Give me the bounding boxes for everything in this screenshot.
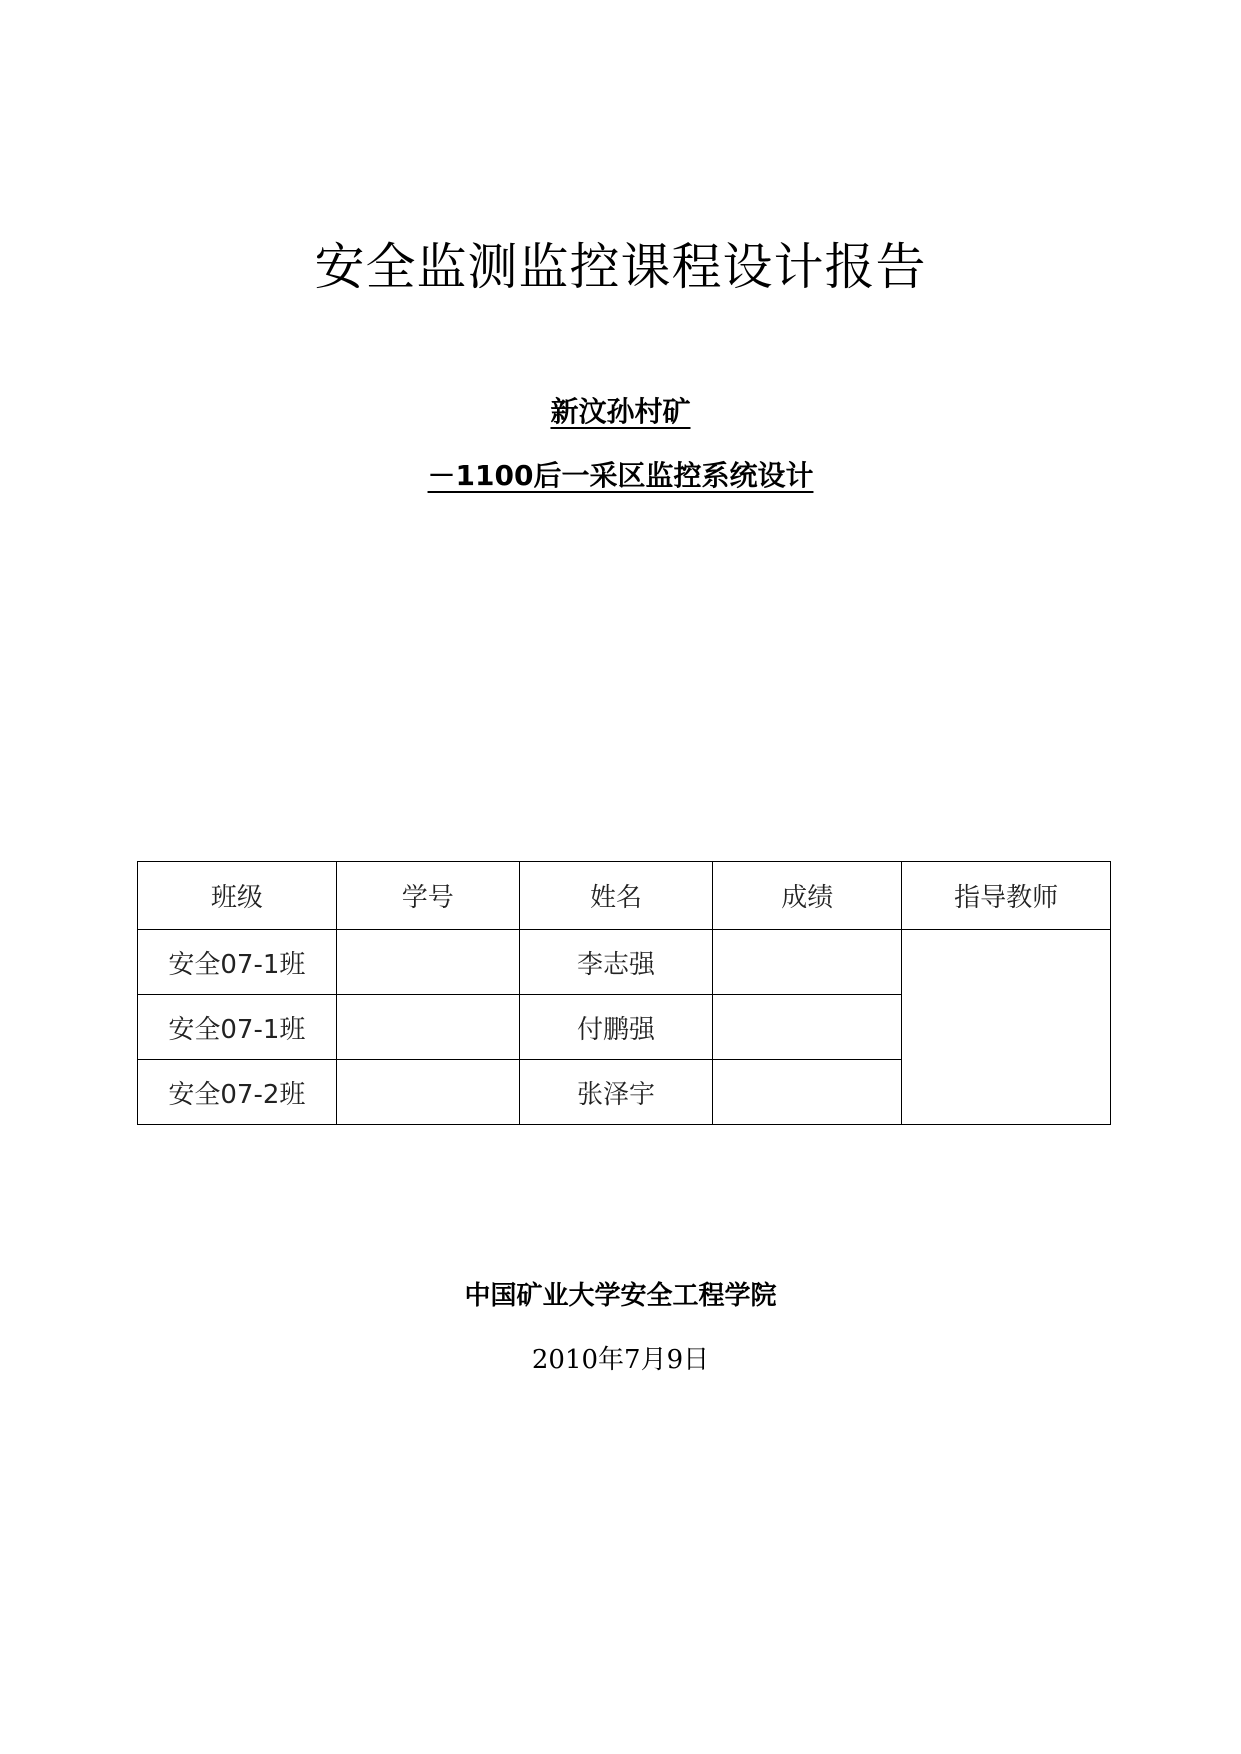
- cell-name: 张泽宇: [519, 1060, 713, 1125]
- cell-class: 安全07-1班: [138, 995, 337, 1060]
- student-roster-table: [137, 861, 1111, 1125]
- cell-score: [713, 1060, 902, 1125]
- cell-score: [713, 930, 902, 995]
- cell-student-id: [336, 995, 519, 1060]
- cell-score: [713, 995, 902, 1060]
- header-score: 成绩: [713, 862, 902, 930]
- subtitle-design: [0, 456, 1241, 496]
- cell-name: 李志强: [519, 930, 713, 995]
- subtitle-mine: [0, 392, 1241, 432]
- header-name: 姓名: [519, 862, 713, 930]
- table-header-row: [138, 862, 1111, 930]
- header-advisor: 指导教师: [902, 862, 1111, 930]
- cell-class: 安全07-2班: [138, 1060, 337, 1125]
- cell-student-id: [336, 1060, 519, 1125]
- cell-student-id: [336, 930, 519, 995]
- subtitle-mine-text: 新汶孙村矿: [550, 395, 691, 428]
- header-class: 班级: [138, 862, 337, 930]
- subtitle-design-text: －1100后一采区监控系统设计: [427, 459, 814, 492]
- table-row: [138, 930, 1111, 995]
- header-student-id: 学号: [336, 862, 519, 930]
- cell-name: 付鹏强: [519, 995, 713, 1060]
- cell-advisor: [902, 930, 1111, 1125]
- report-title: 安全监测监控课程设计报告: [314, 238, 927, 296]
- institution-name: 中国矿业大学安全工程学院: [464, 1281, 777, 1311]
- report-date: 2010年7月9日: [531, 1345, 710, 1375]
- cell-class: 安全07-1班: [138, 930, 337, 995]
